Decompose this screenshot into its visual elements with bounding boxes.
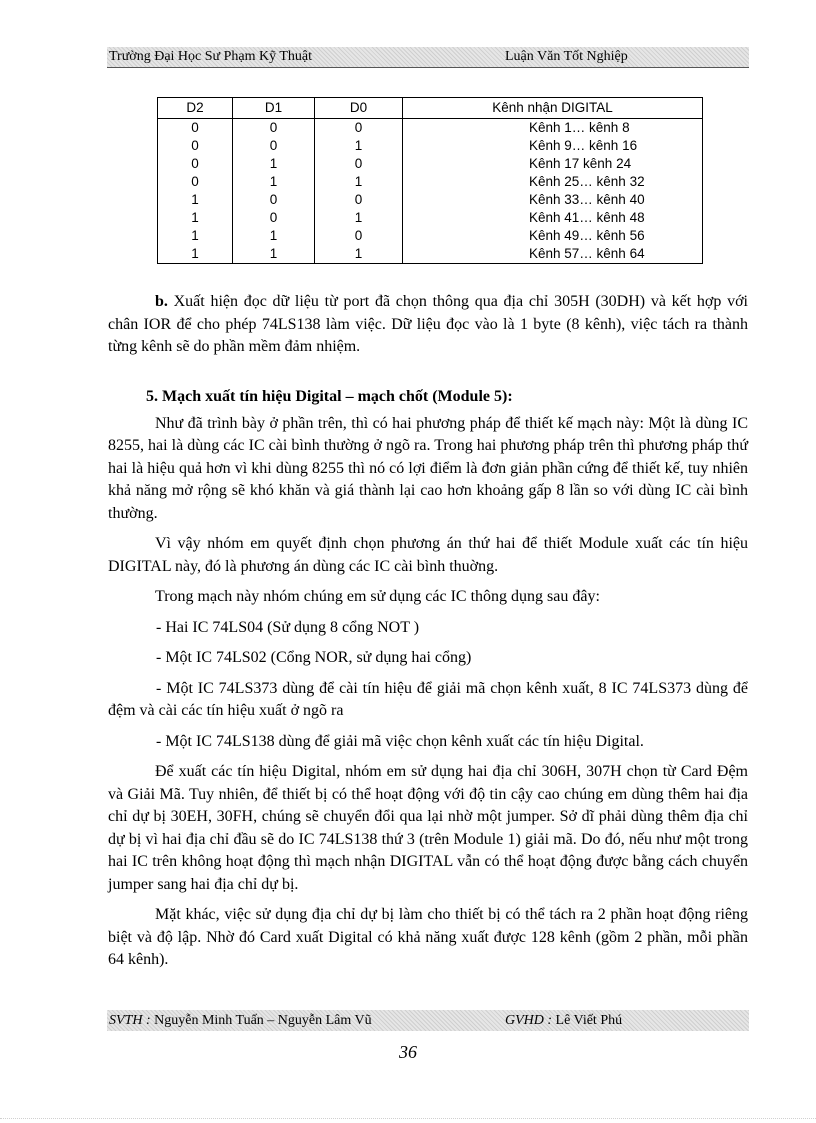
cell-d1: 0 — [233, 191, 315, 209]
table-row — [158, 191, 703, 209]
digital-channel-table — [157, 97, 703, 264]
list-item: - Một IC 74LS373 dùng để cài tín hiệu để giải mã chọn kênh xuất, 8 IC 74LS373 dùng để đệm và cài các tín hiệu xuất ở ngõ ra — [108, 679, 748, 719]
cell-d1: 0 — [233, 137, 315, 155]
cell-d0: 1 — [315, 137, 403, 155]
footer-advisor — [505, 1010, 622, 1031]
cell-channel: Kênh 57… kênh 64 — [403, 245, 703, 264]
gvhd-name: Lê Viết Phú — [552, 1013, 623, 1028]
cell-d2: 0 — [158, 155, 233, 173]
svth-names: Nguyễn Minh Tuấn – Nguyễn Lâm Vũ — [150, 1013, 372, 1028]
table-row — [158, 119, 703, 138]
header-school: Trường Đại Học Sư Phạm Kỹ Thuật — [109, 49, 313, 64]
section-b-label: b. — [155, 293, 168, 310]
page-number: 36 — [399, 1042, 417, 1062]
cell-d2: 0 — [158, 119, 233, 138]
cell-d1: 1 — [233, 245, 315, 264]
cell-channel: Kênh 41… kênh 48 — [403, 209, 703, 227]
section-b — [108, 291, 748, 359]
section-b-text: Xuất hiện đọc dữ liệu từ port đã chọn thông qua địa chỉ 305H (30DH) và kết hợp với chân IOR để cho phép 74LS138 làm việc. Dữ liệu đọc vào là 1 byte (8 kênh), việc tách ra thành từng kênh sẽ do phần mềm đảm nhiệm. — [108, 293, 748, 355]
cell-d0: 0 — [315, 191, 403, 209]
table-row — [158, 245, 703, 264]
table-row — [158, 173, 703, 191]
cell-d0: 0 — [315, 155, 403, 173]
table-row — [158, 209, 703, 227]
cell-d2: 1 — [158, 191, 233, 209]
cell-d2: 1 — [158, 245, 233, 264]
paragraph-addresses: Để xuất các tín hiệu Digital, nhóm em sử dụng hai địa chỉ 306H, 307H chọn từ Card Đệm và Giải Mã. Tuy nhiên, để thiết bị có thể hoạt động với độ tin cậy cao chúng em dùng thêm hai địa chỉ dự bị 30EH, 30FH, chúng sẽ chuyển đổi qua lại nhờ một jumper. Sở dĩ phải dùng thêm địa chỉ dự bị vì hai địa chỉ đầu sẽ do IC 74LS138 thứ 3 (trên Module 1) giải mã. Do đó, nếu như một trong hai IC trên không hoạt động thì mạch nhận DIGITAL vẫn có thể hoạt động được bằng cách chuyển jumper sang hai địa chỉ dự bị. — [108, 763, 748, 893]
cell-d2: 1 — [158, 209, 233, 227]
section-heading: 5. Mạch xuất tín hiệu Digital – mạch chốt (Module 5): — [146, 388, 513, 405]
cell-d1: 1 — [233, 173, 315, 191]
paragraph-ic-intro: Trong mạch này nhóm chúng em sử dụng các IC thông dụng sau đây: — [155, 588, 600, 605]
cell-channel: Kênh 25… kênh 32 — [403, 173, 703, 191]
page-footer — [107, 1010, 749, 1031]
page-header — [107, 47, 749, 67]
header-d0: D0 — [315, 98, 403, 119]
footer-students — [109, 1010, 372, 1031]
cell-channel: Kênh 1… kênh 8 — [403, 119, 703, 138]
cell-d0: 1 — [315, 245, 403, 264]
section-b-paragraph — [108, 291, 748, 359]
cell-d0: 1 — [315, 209, 403, 227]
section-5 — [108, 386, 748, 972]
svth-label: SVTH : — [109, 1013, 151, 1028]
cell-channel: Kênh 49… kênh 56 — [403, 227, 703, 245]
table-row — [158, 155, 703, 173]
cell-d1: 1 — [233, 155, 315, 173]
list-item: - Hai IC 74LS04 (Sử dụng 8 cổng NOT ) — [156, 618, 420, 636]
cell-d1: 1 — [233, 227, 315, 245]
cell-channel: Kênh 17 kênh 24 — [403, 155, 703, 173]
cell-channel: Kênh 33… kênh 40 — [403, 191, 703, 209]
table-row — [158, 137, 703, 155]
cell-d0: 0 — [315, 227, 403, 245]
list-item: - Một IC 74LS138 dùng để giải mã việc chọn kênh xuất các tín hiệu Digital. — [156, 732, 644, 750]
header-d1: D1 — [233, 98, 315, 119]
paragraph-methods: Như đã trình bày ở phần trên, thì có hai phương pháp để thiết kế mạch này: Một là dùng IC 8255, hai là dùng các IC cài bình thường ở ngõ ra. Trong hai phương pháp trên thì phương pháp thứ hai là hiệu quả hơn vì khi dùng 8255 thì nó có lợi điểm là đơn giản phần cứng để thiết kế, tuy nhiên khả năng mở rộng sẽ khó khăn và giá thành lại cao hơn khoảng gấp 8 lần so với dùng IC cài bình thường. — [108, 414, 748, 522]
header-thesis-title: Luận Văn Tốt Nghiệp — [505, 49, 628, 64]
paragraph-decision: Vì vậy nhóm em quyết định chọn phương án thứ hai để thiết Module xuất các tín hiệu DIGITAL này, đó là phương án dùng các IC cài bình thuờng. — [108, 535, 748, 575]
cell-d0: 1 — [315, 173, 403, 191]
cell-channel: Kênh 9… kênh 16 — [403, 137, 703, 155]
list-item: - Một IC 74LS02 (Cổng NOR, sử dụng hai cổng) — [156, 649, 472, 666]
header-channel: Kênh nhận DIGITAL — [403, 98, 703, 119]
bottom-dotted-line — [0, 1118, 816, 1119]
gvhd-label: GVHD : — [505, 1013, 553, 1028]
cell-d1: 0 — [233, 209, 315, 227]
paragraph-backup: Mặt khác, việc sử dụng địa chỉ dự bị làm cho thiết bị có thể tách ra 2 phần hoạt động riêng biệt và độ lập. Nhờ đó Card xuất Digital có khả năng xuất được 128 kênh (gồm 2 phần, mỗi phần 64 kênh). — [108, 906, 748, 968]
header-divider — [107, 67, 749, 68]
cell-d0: 0 — [315, 119, 403, 138]
table-row — [158, 227, 703, 245]
cell-d2: 0 — [158, 173, 233, 191]
cell-d2: 1 — [158, 227, 233, 245]
header-d2: D2 — [158, 98, 233, 119]
table-header-row — [158, 98, 703, 119]
cell-d1: 0 — [233, 119, 315, 138]
cell-d2: 0 — [158, 137, 233, 155]
